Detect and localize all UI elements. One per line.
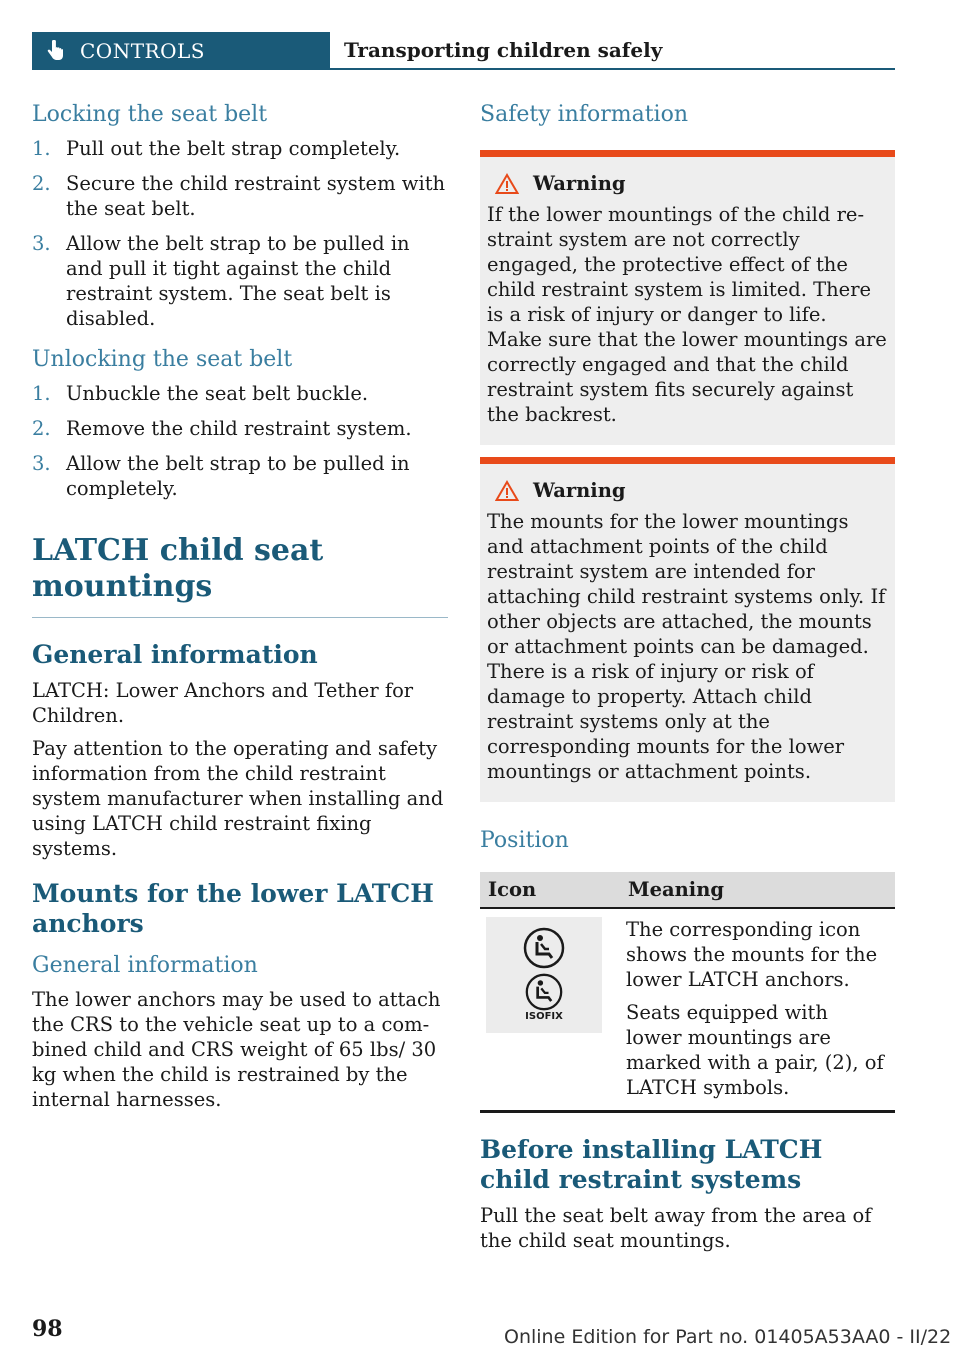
before-installing-heading: Before installing LATCH child restraint systems (480, 1135, 823, 1194)
pointing-hand-icon (44, 40, 66, 62)
step-text: Allow the belt strap to be pulled in and pull it tight against the child restraint system. The seat belt is disabled. (66, 232, 410, 330)
child-seat-icon (523, 927, 565, 969)
warning-label: Warning (533, 172, 626, 195)
step-number: 3. (32, 452, 51, 475)
warning-triangle-icon (495, 173, 519, 195)
safety-heading: Safety information (480, 102, 688, 127)
warning-text: The mounts for the lower mountings and attachment points of the child restraint system are intended for attaching child restraint systems only. If other objects are attached, the mounts or attachment points can be damaged. There is a risk of injury or risk of damage to property. Attach child restraint systems only at the corresponding mounts for the lower mountings or attachment points. (487, 510, 886, 783)
list-item (32, 136, 448, 161)
page-header (32, 32, 895, 72)
locking-heading: Locking the seat belt (32, 102, 268, 127)
step-text: Allow the belt strap to be pulled in completely. (66, 452, 410, 500)
step-text: Remove the child restraint system. (66, 417, 412, 440)
table-row (480, 908, 895, 1112)
mounts-subheading: General information (32, 953, 258, 978)
warning-triangle-icon (495, 480, 519, 502)
position-heading: Position (480, 828, 569, 853)
footer-edition: Online Edition for Part no. 01405A53AA0 - II/22 (504, 1326, 952, 1348)
step-number: 3. (32, 232, 51, 255)
right-column (480, 100, 895, 1261)
before-installing-paragraph: Pull the seat belt away from the area of the child seat mountings. (480, 1204, 872, 1252)
header-rule (330, 68, 895, 70)
meaning-p2: Seats equipped with lower mountings are marked with a pair, (2), of LATCH symbols. (626, 1001, 884, 1099)
list-item (32, 381, 448, 406)
list-item (32, 416, 448, 441)
mounts-heading: Mounts for the lower LATCH anchors (32, 879, 434, 938)
meaning-p1: The corresponding icon shows the mounts for the lower LATCH anchors. (626, 918, 878, 991)
general-info-heading: General information (32, 640, 318, 669)
locking-steps (32, 136, 448, 331)
step-number: 1. (32, 137, 51, 160)
step-text: Pull out the belt strap completely. (66, 137, 401, 160)
col-header-meaning: Meaning (620, 872, 895, 908)
unlocking-heading: Unlocking the seat belt (32, 347, 293, 372)
warning-header (487, 171, 887, 196)
latch-section-title: LATCH child seat mountings (32, 533, 448, 618)
unlocking-steps (32, 381, 448, 501)
step-number: 2. (32, 417, 51, 440)
chapter-title: Transporting children safely (344, 38, 663, 62)
section-label: CONTROLS (80, 39, 205, 63)
step-number: 2. (32, 172, 51, 195)
warning-box (480, 150, 895, 445)
warning-box (480, 457, 895, 802)
position-table (480, 872, 895, 1113)
section-tab (32, 32, 330, 70)
warning-text: If the lower mountings of the child restraint system are not correctly engaged, the protective effect of the child restraint system is limited. There is a risk of injury or danger to life. Make sure that the lower mountings are correctly engaged and that the child restraint system fits securely against the backrest. (487, 203, 887, 426)
icon-cell (480, 908, 620, 1112)
left-column (32, 100, 448, 1120)
latch-symbols (486, 917, 602, 1033)
warning-label: Warning (533, 479, 626, 502)
col-header-icon: Icon (480, 872, 620, 908)
general-info-p1: LATCH: Lower Anchors and Tether for Children. (32, 679, 414, 727)
page-number: 98 (32, 1316, 63, 1342)
step-text: Unbuckle the seat belt buckle. (66, 382, 369, 405)
list-item (32, 171, 448, 221)
list-item (32, 231, 448, 331)
list-item (32, 451, 448, 501)
mounts-paragraph: The lower anchors may be used to attach the CRS to the vehicle seat up to a combined child and CRS weight of 65 lbs/ 30 kg when the child is restrained by the internal harnesses. (32, 988, 441, 1111)
step-number: 1. (32, 382, 51, 405)
general-info-p2: Pay attention to the operating and safety information from the child restraint system manufacturer when installing and using LATCH child restraint fixing systems. (32, 737, 444, 860)
meaning-cell (620, 908, 895, 1112)
table-header-row (480, 872, 895, 908)
step-text: Secure the child restraint system with the seat belt. (66, 172, 446, 220)
child-seat-icon (525, 973, 563, 1011)
isofix-label: ISOFIX (525, 1011, 563, 1022)
warning-header (487, 478, 887, 503)
